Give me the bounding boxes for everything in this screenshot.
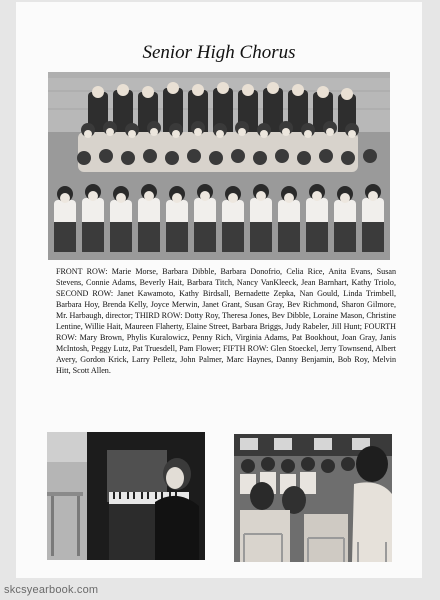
- page-title: Senior High Chorus: [142, 42, 296, 63]
- chorus-group-photo: [48, 72, 390, 260]
- chorus-caption: FRONT ROW: Marie Morse, Barbara Dibble, Barbara Donofrio, Celia Rice, Anita Evans, Susan Stevens, Connie Adams, Beverly Hait, Barbara Titch, Nancy VanKleeck, Jean Barnhart, Kathy Triolo, SECOND ROW: Janet Kawamoto, Kathy Birdsall, Bernadette Zepka, Nan Gould, Linda Trimbell, Barbara Hoy, Brenda Kelly, Joyce Merwin, Janet Grant, Susan Gray, Bev Richmond, Sharon Gilmore, Mr. Harbaugh, director; THIRD ROW: Dotty Roy, Theresa Jones, Bev Dibble, Loraine Mason, Christine Lentine, Willie Hait, Maureen Flaherty, Elaine Street, Barbara Briggs, Judy Rabeler, Jill Hunt; FOURTH ROW: Mary Brown, Phylis Kuralowicz, Penny Rich, Virginia Adams, Pat Bookhout, Joan Gray, Janis McIntosh, Peggy Lutz, Pat Truesdell, Pam Flower; FIFTH ROW: Glen Stoeckel, Jerry Townsend, Albert Avery, Gordon Krick, Larry Pelletz, John Palmer, Marc Haynes, Danny Benjamin, Bob Roy, Melvin Hitt, Scott Allen.: [56, 267, 396, 375]
- pianist-photo: [47, 432, 205, 560]
- watermark-text: skcsyearbook.com: [4, 584, 99, 596]
- audience-photo: [234, 434, 392, 562]
- yearbook-page: [16, 2, 422, 578]
